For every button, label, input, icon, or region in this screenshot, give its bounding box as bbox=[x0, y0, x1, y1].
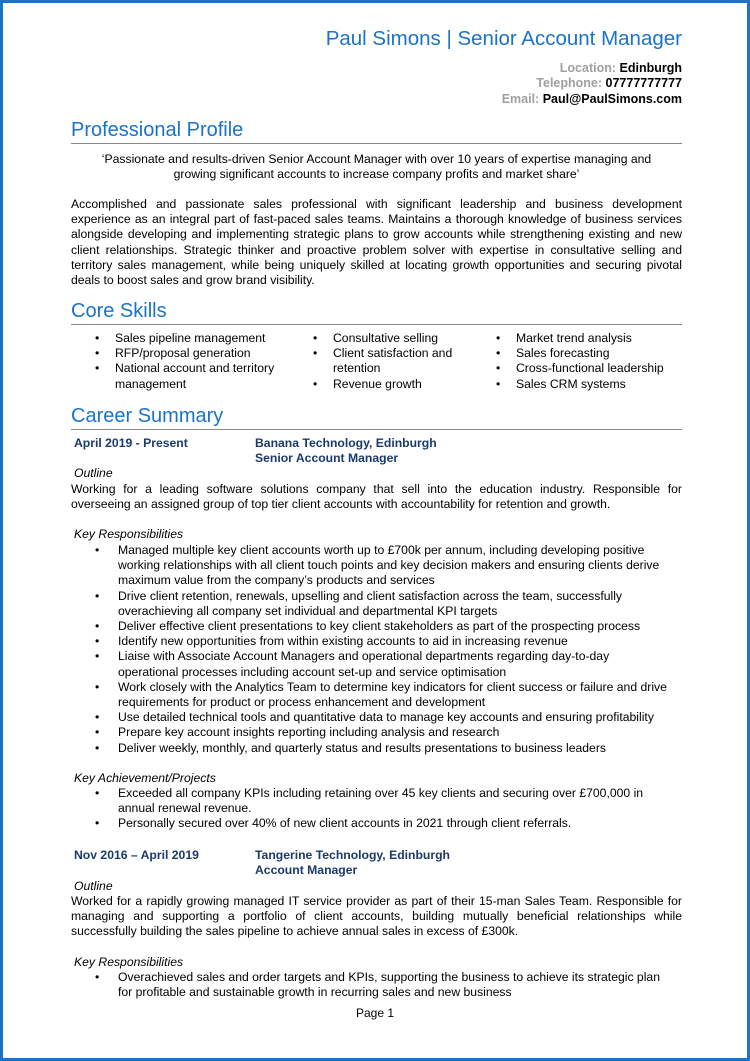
list-item: • Prepare key account insights reporting including analysis and research bbox=[71, 725, 682, 740]
skill-item: • Sales CRM systems bbox=[490, 377, 690, 392]
job1-outline-label: Outline bbox=[74, 466, 113, 480]
email-label: Email: bbox=[501, 92, 540, 106]
list-item: • Personally secured over 40% of new client accounts in 2021 through client referrals. bbox=[71, 816, 682, 831]
job1-resp-label: Key Responsibilities bbox=[74, 527, 184, 541]
list-item: • Liaise with Associate Account Managers and operational departments regarding day-to-day operational processes including account set-up and service optimisation bbox=[71, 649, 682, 679]
location-value: Edinburgh bbox=[619, 61, 682, 75]
list-item: • Exceeded all company KPIs including retaining over 45 key clients and securing over £700,000 in annual renewal revenue. bbox=[71, 786, 682, 816]
telephone-value: 07777777777 bbox=[605, 76, 682, 90]
job2-resp-label: Key Responsibilities bbox=[74, 955, 184, 969]
list-item: • Drive client retention, renewals, upselling and client satisfaction across the team, successfully overachieving all company set individual and departmental KPI targets bbox=[71, 589, 682, 619]
email-line bbox=[502, 92, 682, 107]
job1-outline: Working for a leading software solutions company that sell into the education industry. Responsible for overseeing an assigned group of top tier client accounts with accountability for retention and growth. bbox=[71, 482, 682, 512]
job2-responsibilities bbox=[71, 970, 682, 1000]
list-item: • Use detailed technical tools and quantitative data to manage key accounts and ensuring profitability bbox=[71, 710, 682, 725]
skills-column-3 bbox=[490, 331, 690, 392]
job1-ach-label: Key Achievement/Projects bbox=[74, 771, 216, 785]
skill-item: • RFP/proposal generation bbox=[89, 346, 289, 361]
skill-item: • Client satisfaction and retention bbox=[307, 346, 467, 376]
list-item: • Deliver effective client presentations to key client stakeholders as part of the prospecting process bbox=[71, 619, 682, 634]
profile-summary: Accomplished and passionate sales professional with significant leadership and business development experience as an integral part of fast-paced sales teams. Maintains a thorough knowledge of business services alongside developing and implementing strategic plans to grow accounts while strengthening existing and new client relationships. Strategic thinker and proactive problem solver with expertise in consultative selling and territory sales management, while being uniquely skilled at locating growth opportunities and securing pivotal deals to boost sales and grow brand visibility. bbox=[71, 197, 682, 288]
skill-item: • Sales forecasting bbox=[490, 346, 690, 361]
profile-quote bbox=[71, 152, 682, 182]
skills-heading: Core Skills bbox=[71, 299, 682, 325]
location-label: Location: bbox=[559, 61, 617, 75]
job2-company: Tangerine Technology, Edinburgh bbox=[255, 848, 450, 862]
quote-line-1: ‘Passionate and results-driven Senior Account Manager with over 10 years of expertise managing and bbox=[101, 152, 652, 166]
skill-item: • Revenue growth bbox=[307, 377, 467, 392]
skill-item: • National account and territory management bbox=[89, 361, 289, 391]
job1-company: Banana Technology, Edinburgh bbox=[255, 436, 437, 450]
telephone-label: Telephone: bbox=[536, 76, 603, 90]
list-item: • Work closely with the Analytics Team to determine key indicators for client success or failure and drive requirements for product or process enhancement and development bbox=[71, 680, 682, 710]
name-title: Paul Simons | Senior Account Manager bbox=[325, 27, 682, 50]
job2-title: Account Manager bbox=[255, 863, 358, 877]
skills-column-1 bbox=[89, 331, 289, 392]
career-heading: Career Summary bbox=[71, 404, 682, 430]
list-item: • Overachieved sales and order targets and KPIs, supporting the business to achieve its strategic plan for profitable and sustainable growth in recurring sales and new business bbox=[71, 970, 682, 1000]
skill-item: • Market trend analysis bbox=[490, 331, 690, 346]
skills-column-2 bbox=[307, 331, 467, 392]
location-line bbox=[560, 61, 682, 76]
quote-line-2: growing significant accounts to increase company profits and market share’ bbox=[173, 167, 580, 182]
job1-responsibilities bbox=[71, 543, 682, 756]
profile-heading: Professional Profile bbox=[71, 118, 682, 144]
job2-outline: Worked for a rapidly growing managed IT service provider as part of their 15-man Sales Team. Responsible for managing and supporting a portfolio of client accounts, building mutually beneficial relationships while successfully building the sales pipeline to achieve annual sales in excess of £300k. bbox=[71, 894, 682, 939]
email-value: Paul@PaulSimons.com bbox=[542, 92, 682, 106]
job1-dates: April 2019 - Present bbox=[74, 436, 188, 450]
page-number: Page 1 bbox=[355, 1006, 395, 1020]
skill-item: • Sales pipeline management bbox=[89, 331, 289, 346]
job2-outline-label: Outline bbox=[74, 879, 113, 893]
skill-item: • Cross-functional leadership bbox=[490, 361, 690, 376]
list-item: • Managed multiple key client accounts worth up to £700k per annum, including developing positive working relationships with all client touch points and key decision makers and ensuring clients derive maximum value from the company’s products and services bbox=[71, 543, 682, 589]
list-item: • Deliver weekly, monthly, and quarterly status and results presentations to business leaders bbox=[71, 741, 682, 756]
list-item: • Identify new opportunities from within existing accounts to aid in increasing revenue bbox=[71, 634, 682, 649]
telephone-line bbox=[536, 76, 682, 91]
job2-dates: Nov 2016 – April 2019 bbox=[74, 848, 199, 862]
job1-title: Senior Account Manager bbox=[255, 451, 399, 465]
job1-achievements bbox=[71, 786, 682, 832]
skill-item: • Consultative selling bbox=[307, 331, 467, 346]
